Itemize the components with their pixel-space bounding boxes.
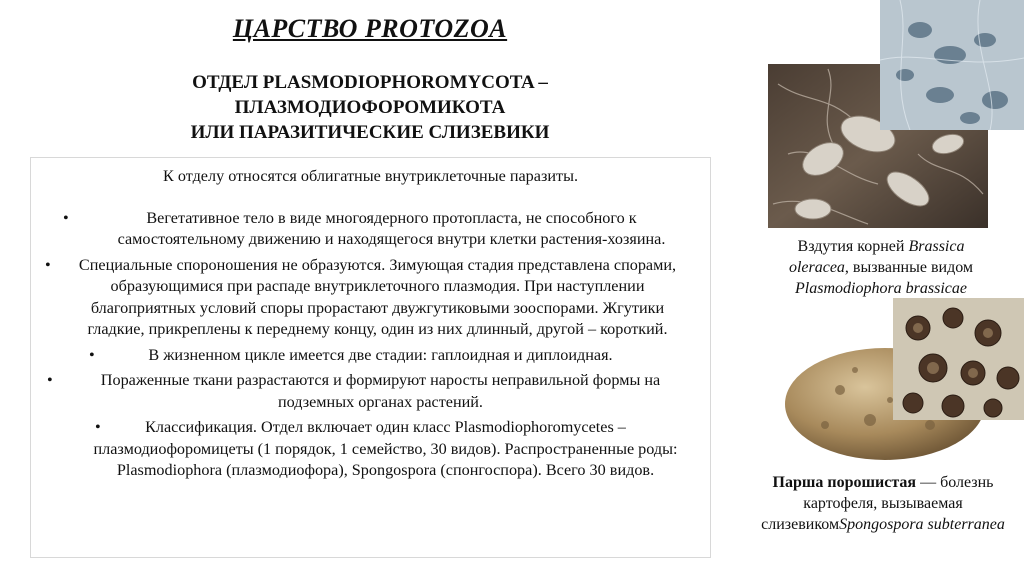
section-subtitle bbox=[110, 70, 630, 145]
caption-text: — болезнь картофеля, вызываемая слизевиком bbox=[761, 474, 994, 533]
subtitle-line-2: ПЛАЗМОДИОФОРОМИКОТА bbox=[234, 97, 506, 118]
caption-species: Spongospora subterranea bbox=[839, 516, 1005, 533]
bullet-dot: • bbox=[63, 208, 69, 227]
bullet-dot: • bbox=[89, 345, 95, 364]
bullet-item bbox=[43, 417, 698, 482]
caption-text: Вздутия корней bbox=[797, 238, 909, 255]
caption-bold: Парша порошистая bbox=[772, 474, 917, 491]
bullet-text: В жизненном цикле имеется две стадии: гаплоидная и диплоидная. bbox=[148, 345, 613, 364]
micrograph-spores-photo bbox=[893, 298, 1024, 420]
bullet-dot: • bbox=[47, 371, 53, 389]
bullet-text: Вегетативное тело в виде многоядерного протопласта, не способного к самостоятельному движению и находящегося внутри клетки растения-хозяина. bbox=[117, 208, 666, 248]
subtitle-line-3: ИЛИ ПАРАЗИТИЧЕСКИЕ СЛИЗЕВИКИ bbox=[190, 122, 550, 143]
intro-text: К отделу относятся облигатные внутриклеточные паразиты. bbox=[162, 167, 579, 185]
caption-species: Brassica oleracea bbox=[788, 238, 965, 276]
description-textbox bbox=[30, 157, 711, 558]
bullet-text: Специальные спороношения не образуются. Зимующая стадия представлена спорами, образующимися при распаде внутриклеточного плазмодия. При наступлении благоприятных условий споры прорастают двужгутиковыми зооспорами. Жгутики гладкие, прикреплены к переднему концу, один из них длинный, другой – короткий. bbox=[78, 255, 677, 338]
bullet-item bbox=[43, 370, 698, 413]
bullet-item bbox=[43, 345, 698, 367]
bullet-text: Классификация. Отдел включает один класс Plasmodiophoromycetes – плазмодиофоромицеты (1 порядок, 1 семейство, 30 видов). Распространенные роды: Plasmodiophora (плазмодиофора), Spongospora (спонгоспора). Всего 30 видов. bbox=[93, 418, 678, 479]
subtitle-line-1: ОТДЕЛ PLASMODIOPHOROMYCOTA – bbox=[192, 72, 548, 93]
caption-text: , вызванные видом bbox=[844, 259, 974, 276]
bullet-item bbox=[43, 255, 698, 341]
bullet-text: Пораженные ткани разрастаются и формируют наросты неправильной формы на подземных органах растений. bbox=[100, 371, 661, 411]
potato-caption bbox=[742, 472, 1024, 535]
bullet-dot: • bbox=[95, 418, 101, 436]
roots-caption bbox=[775, 236, 987, 299]
bullet-item bbox=[43, 208, 698, 251]
bullet-dot: • bbox=[45, 255, 51, 274]
caption-species: Plasmodiophora brassicae bbox=[795, 280, 967, 297]
page-title: ЦАРСТВО PROTOZOA bbox=[232, 14, 508, 43]
micrograph-tissue-photo bbox=[880, 0, 1024, 130]
